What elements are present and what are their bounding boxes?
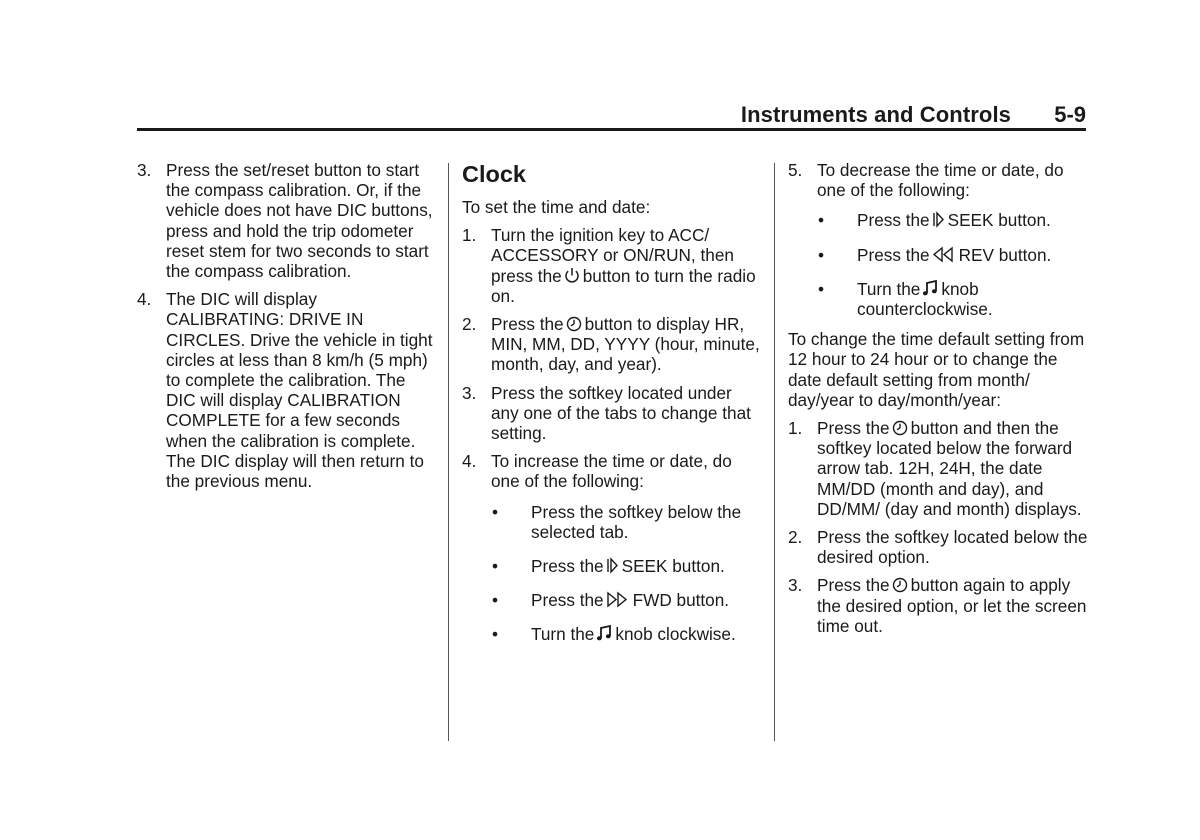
step-text-b: button to turn the radio on. (491, 265, 756, 306)
rewind-icon (932, 246, 956, 263)
bullet-item (462, 624, 762, 644)
section-heading-clock: Clock (462, 161, 526, 187)
step-text: To increase the time or date, do one of the following: (491, 451, 732, 492)
bullet-item (462, 556, 762, 576)
clock-step-5 (788, 160, 1088, 200)
step-text: Press the softkey located under any one of the tabs to change that setting. (491, 382, 751, 444)
step-4-compass (137, 289, 437, 491)
bullet-item (788, 210, 1088, 230)
step-number: 2. (462, 314, 477, 335)
step-text-a: Turn the ignition key to ACC/ ACCESSORY or ON/RUN, then press the (491, 225, 734, 286)
step-text: Press the softkey located below the desired option. (817, 527, 1088, 568)
seek-icon (932, 211, 945, 228)
clock-icon (566, 316, 582, 332)
step-number: 3. (462, 382, 477, 403)
step-number: 4. (137, 289, 152, 310)
bullet-text-a: Turn the (531, 624, 595, 645)
default-step-1 (788, 418, 1088, 519)
column-divider-2 (774, 163, 775, 741)
column-1 (137, 160, 437, 499)
step-3-compass (137, 160, 437, 281)
bullet-text-a: Press the (531, 590, 604, 611)
page-number: 5-9 (1054, 102, 1086, 127)
step-number: 3. (137, 160, 152, 180)
bullet-text-a: Press the (857, 210, 930, 231)
bullet-dot: • (492, 556, 499, 577)
step-number: 5. (788, 160, 803, 180)
step-number: 2. (788, 527, 803, 548)
clock-step-3 (462, 383, 762, 444)
bullet-dot: • (492, 501, 499, 522)
bullet-text-a: Press the (531, 556, 604, 577)
step-text: To decrease the time or date, do one of the following: (817, 160, 1064, 201)
step-text-b: button again to apply the desired option, or let the screen time out. (817, 575, 1087, 636)
bullet-text-b: FWD button. (632, 590, 730, 611)
bullet-dot: • (818, 210, 825, 231)
power-icon (564, 267, 580, 284)
column-2 (462, 160, 762, 659)
clock-step-4 (462, 451, 762, 491)
bullet-dot: • (492, 624, 499, 645)
step-number: 1. (788, 418, 803, 439)
clock-step-2 (462, 314, 762, 375)
bullet-text-b: knob counterclockwise. (857, 278, 993, 320)
bullet-text: Press the softkey below the selected tab. (531, 501, 742, 542)
bullet-text-a: Turn the (857, 278, 921, 299)
clock-intro: To set the time and date: (462, 197, 651, 217)
bullet-text-b: SEEK button. (621, 556, 725, 577)
section-title: Instruments and Controls (740, 102, 1011, 127)
header-rule (137, 128, 1086, 131)
step-text: Press the set/reset button to start the compass calibration. Or, if the vehicle does not have DIC buttons, press and hold the trip odometer reset stem for two seconds to start the compass calibration. (166, 160, 433, 282)
bullet-dot: • (818, 278, 825, 299)
clock-step-1 (462, 225, 762, 306)
bullet-text-a: Press the (857, 244, 930, 265)
music-note-icon (922, 280, 938, 297)
bullet-item (462, 590, 762, 610)
step-number: 4. (462, 451, 477, 472)
step-number: 3. (788, 575, 803, 596)
bullet-item (788, 279, 1088, 319)
clock-icon (892, 420, 908, 436)
music-note-icon (596, 625, 612, 642)
bullet-dot: • (492, 590, 499, 611)
bullet-text-b: REV button. (958, 244, 1052, 265)
column-3 (788, 160, 1088, 644)
bullet-text-b: SEEK button. (947, 210, 1051, 231)
default-step-3 (788, 575, 1088, 636)
step-text-b: button to display HR, MIN, MM, DD, YYYY (hour, minute, month, day, and year). (491, 314, 760, 375)
step-number: 1. (462, 225, 477, 246)
column-divider-1 (448, 163, 449, 741)
fast-forward-icon (606, 591, 630, 608)
bullet-text-b: knob clockwise. (615, 624, 736, 645)
page-header (137, 100, 1086, 130)
seek-icon (606, 557, 619, 574)
bullet-item (788, 245, 1088, 265)
bullet-item (462, 502, 762, 542)
default-setting-paragraph: To change the time default setting from 12 hour to 24 hour or to change the date default setting from month/ day/year to day/month/year: (788, 329, 1085, 410)
clock-icon (892, 577, 908, 593)
step-text: The DIC will display CALIBRATING: DRIVE IN CIRCLES. Drive the vehicle in tight circles at less than 8 km/h (5 mph) to complete the calibration. The DIC will display CALIBRATION COMPLETE for a few seconds when the calibration is complete. The DIC display will then return to the previous menu. (166, 289, 433, 492)
bullet-dot: • (818, 244, 825, 265)
default-step-2 (788, 527, 1088, 567)
step-text-b: button and then the softkey located below the forward arrow tab. 12H, 24H, the date MM/DD (month and day), and DD/MM/ (day and month) displays. (817, 418, 1082, 519)
step-text-a: Press the (817, 575, 890, 596)
step-text-a: Press the (491, 314, 564, 335)
step-text-a: Press the (817, 418, 890, 439)
